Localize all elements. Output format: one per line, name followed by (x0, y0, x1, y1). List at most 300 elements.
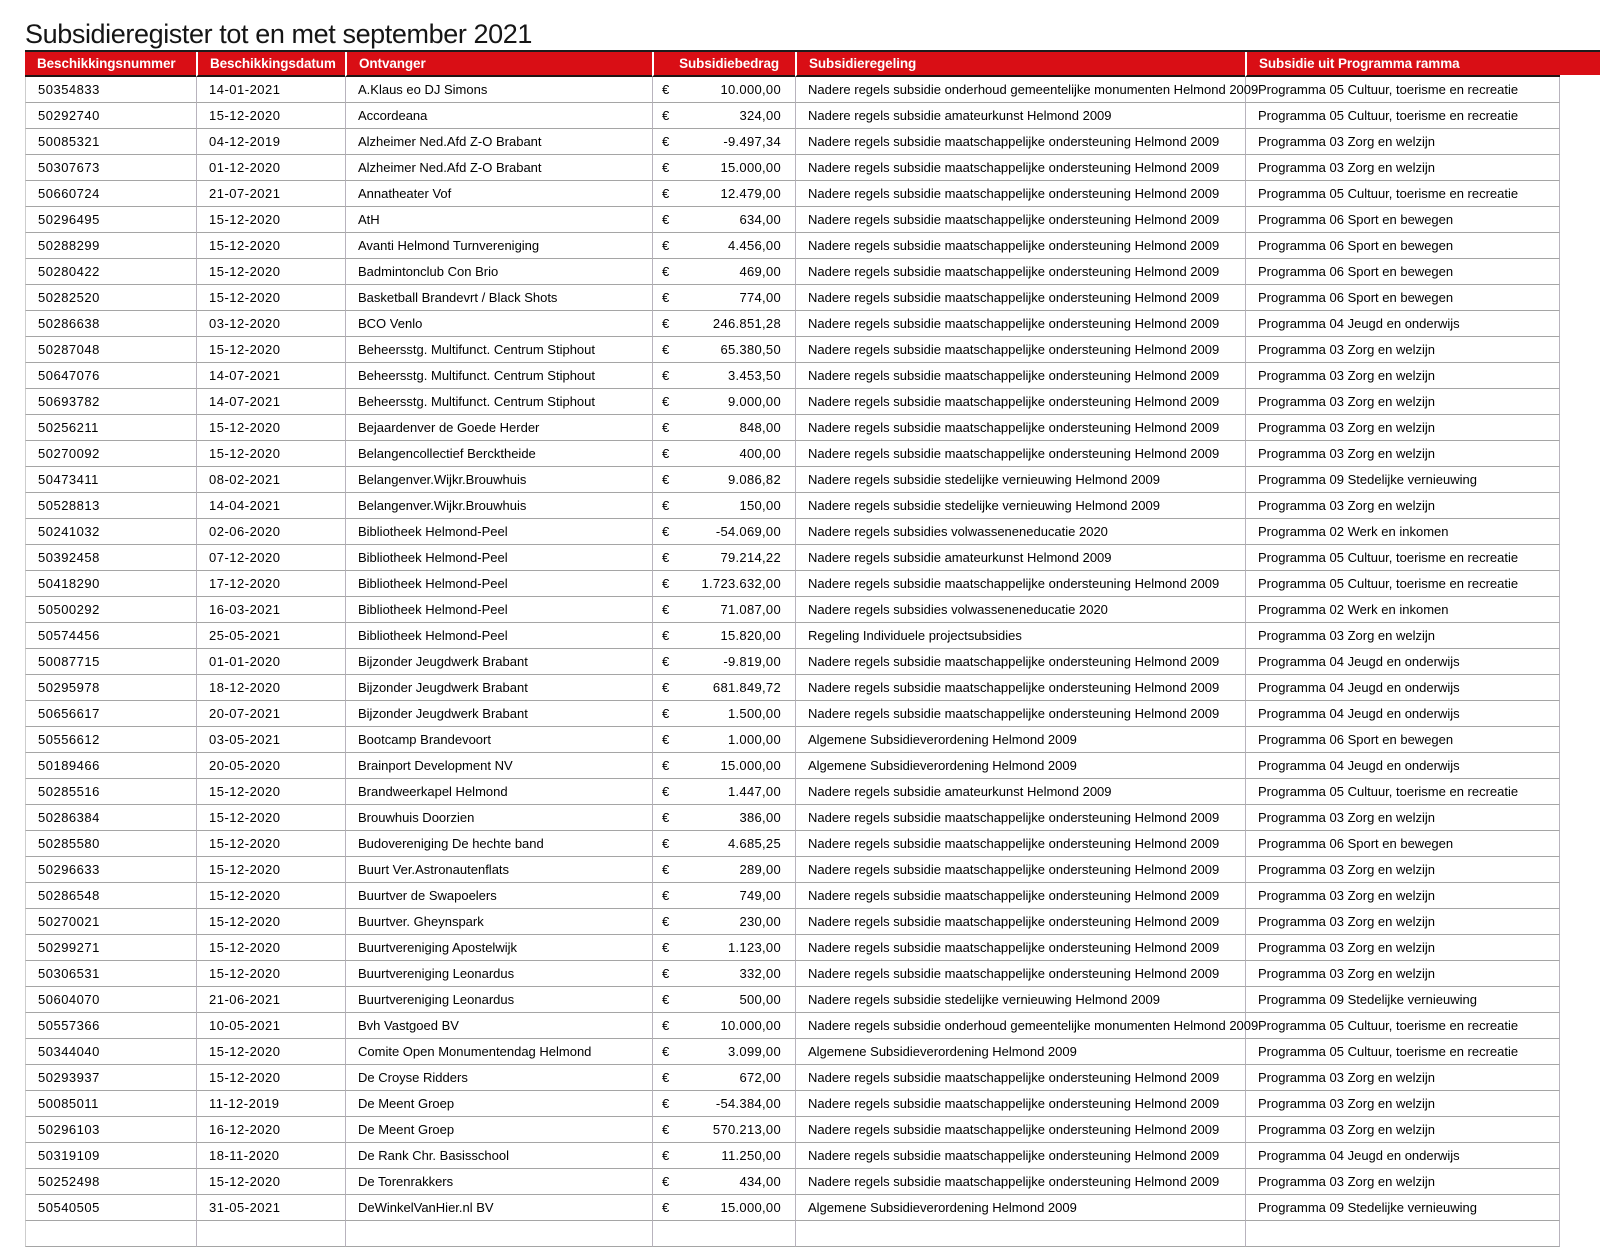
cell-beschikkingsnummer: 50500292 (25, 597, 196, 623)
euro-symbol: € (662, 654, 670, 669)
cell-beschikkingsnummer: 50252498 (25, 1169, 196, 1195)
cell-subsidiebedrag (652, 649, 795, 675)
cell-beschikkingsdatum: 15-12-2020 (196, 1065, 345, 1091)
amount-value: 1.000,00 (727, 732, 781, 747)
cell-beschikkingsdatum: 02-06-2020 (196, 519, 345, 545)
amount-value: 570.213,00 (712, 1122, 781, 1137)
amount-value: 9.000,00 (727, 394, 781, 409)
table-row (25, 1065, 1560, 1091)
cell-beschikkingsnummer: 50557366 (25, 1013, 196, 1039)
table-row (25, 1091, 1560, 1117)
amount-value: 332,00 (739, 966, 781, 981)
table-row (25, 363, 1560, 389)
cell-beschikkingsdatum (196, 1221, 345, 1247)
cell-beschikkingsdatum: 15-12-2020 (196, 857, 345, 883)
euro-symbol: € (662, 706, 670, 721)
cell-ontvanger: De Torenrakkers (345, 1169, 652, 1195)
cell-beschikkingsdatum: 20-05-2020 (196, 753, 345, 779)
amount-value: 774,00 (739, 290, 781, 305)
cell-beschikkingsdatum: 16-03-2021 (196, 597, 345, 623)
euro-symbol: € (662, 342, 670, 357)
cell-programma: Programma 04 Jeugd en onderwijs (1245, 753, 1560, 779)
cell-beschikkingsnummer: 50286638 (25, 311, 196, 337)
cell-subsidiebedrag (652, 623, 795, 649)
cell-programma: Programma 05 Cultuur, toerisme en recreatie (1245, 77, 1560, 103)
cell-programma: Programma 04 Jeugd en onderwijs (1245, 701, 1560, 727)
cell-beschikkingsnummer: 50556612 (25, 727, 196, 753)
cell-beschikkingsnummer: 50299271 (25, 935, 196, 961)
cell-beschikkingsdatum: 15-12-2020 (196, 415, 345, 441)
cell-ontvanger: Badmintonclub Con Brio (345, 259, 652, 285)
euro-symbol: € (662, 264, 670, 279)
cell-beschikkingsnummer: 50292740 (25, 103, 196, 129)
cell-programma: Programma 06 Sport en bewegen (1245, 285, 1560, 311)
cell-programma: Programma 03 Zorg en welzijn (1245, 1065, 1560, 1091)
cell-subsidiebedrag (652, 805, 795, 831)
euro-symbol: € (662, 134, 670, 149)
euro-symbol: € (662, 680, 670, 695)
cell-programma: Programma 05 Cultuur, toerisme en recreatie (1245, 1013, 1560, 1039)
cell-subsidieregeling: Nadere regels subsidie maatschappelijke ondersteuning Helmond 2009 (795, 675, 1245, 701)
cell-subsidiebedrag (652, 831, 795, 857)
cell-subsidiebedrag (652, 233, 795, 259)
amount-value: 4.685,25 (727, 836, 781, 851)
euro-symbol: € (662, 82, 670, 97)
cell-subsidiebedrag (652, 1039, 795, 1065)
euro-symbol: € (662, 862, 670, 877)
amount-value: 230,00 (739, 914, 781, 929)
cell-ontvanger: De Rank Chr. Basisschool (345, 1143, 652, 1169)
cell-ontvanger: Comite Open Monumentendag Helmond (345, 1039, 652, 1065)
table-row (25, 545, 1560, 571)
cell-beschikkingsnummer: 50285516 (25, 779, 196, 805)
table-row (25, 1169, 1560, 1195)
cell-beschikkingsnummer: 50288299 (25, 233, 196, 259)
cell-subsidieregeling: Nadere regels subsidie maatschappelijke ondersteuning Helmond 2009 (795, 1091, 1245, 1117)
cell-subsidieregeling: Nadere regels subsidie maatschappelijke ondersteuning Helmond 2009 (795, 415, 1245, 441)
cell-subsidiebedrag (652, 883, 795, 909)
cell-subsidieregeling: Nadere regels subsidie maatschappelijke ondersteuning Helmond 2009 (795, 649, 1245, 675)
cell-ontvanger: Budovereniging De hechte band (345, 831, 652, 857)
cell-beschikkingsdatum: 01-01-2020 (196, 649, 345, 675)
cell-beschikkingsdatum: 03-12-2020 (196, 311, 345, 337)
amount-value: 71.087,00 (720, 602, 781, 617)
cell-subsidieregeling: Algemene Subsidieverordening Helmond 2009 (795, 727, 1245, 753)
cell-programma: Programma 03 Zorg en welzijn (1245, 1169, 1560, 1195)
cell-beschikkingsdatum: 07-12-2020 (196, 545, 345, 571)
euro-symbol: € (662, 784, 670, 799)
cell-beschikkingsdatum: 21-07-2021 (196, 181, 345, 207)
amount-value: 1.723.632,00 (701, 576, 781, 591)
cell-beschikkingsdatum: 15-12-2020 (196, 883, 345, 909)
cell-beschikkingsnummer: 50286384 (25, 805, 196, 831)
amount-value: -54.069,00 (715, 524, 781, 539)
cell-subsidiebedrag (652, 259, 795, 285)
cell-programma: Programma 04 Jeugd en onderwijs (1245, 675, 1560, 701)
col-header-beschikkingsnummer: Beschikkingsnummer (25, 52, 196, 77)
cell-programma: Programma 05 Cultuur, toerisme en recreatie (1245, 1039, 1560, 1065)
amount-value: 15.000,00 (720, 160, 781, 175)
cell-beschikkingsdatum: 08-02-2021 (196, 467, 345, 493)
cell-ontvanger: Bibliotheek Helmond-Peel (345, 519, 652, 545)
cell-beschikkingsdatum: 11-12-2019 (196, 1091, 345, 1117)
cell-subsidiebedrag (652, 1013, 795, 1039)
cell-programma: Programma 03 Zorg en welzijn (1245, 623, 1560, 649)
amount-value: 681.849,72 (712, 680, 781, 695)
cell-ontvanger: BCO Venlo (345, 311, 652, 337)
cell-programma: Programma 03 Zorg en welzijn (1245, 935, 1560, 961)
cell-beschikkingsdatum: 15-12-2020 (196, 441, 345, 467)
cell-subsidieregeling: Nadere regels subsidies volwasseneneducatie 2020 (795, 597, 1245, 623)
euro-symbol: € (662, 1070, 670, 1085)
amount-value: 400,00 (739, 446, 781, 461)
cell-subsidieregeling: Nadere regels subsidie maatschappelijke ondersteuning Helmond 2009 (795, 1169, 1245, 1195)
cell-beschikkingsnummer: 50344040 (25, 1039, 196, 1065)
cell-subsidiebedrag (652, 961, 795, 987)
euro-symbol: € (662, 290, 670, 305)
cell-subsidieregeling (795, 1221, 1245, 1247)
cell-subsidiebedrag (652, 389, 795, 415)
amount-value: 324,00 (739, 108, 781, 123)
amount-value: 500,00 (739, 992, 781, 1007)
cell-ontvanger: Buurtvereniging Leonardus (345, 961, 652, 987)
cell-subsidiebedrag (652, 129, 795, 155)
cell-beschikkingsnummer: 50693782 (25, 389, 196, 415)
table-row (25, 987, 1560, 1013)
euro-symbol: € (662, 238, 670, 253)
table-body-partial (25, 1221, 1560, 1247)
cell-subsidiebedrag (652, 441, 795, 467)
amount-value: 65.380,50 (720, 342, 781, 357)
cell-programma: Programma 09 Stedelijke vernieuwing (1245, 467, 1560, 493)
cell-beschikkingsnummer: 50296103 (25, 1117, 196, 1143)
cell-subsidieregeling: Nadere regels subsidies volwasseneneducatie 2020 (795, 519, 1245, 545)
amount-value: 10.000,00 (720, 82, 781, 97)
cell-beschikkingsnummer: 50241032 (25, 519, 196, 545)
amount-value: -9.819,00 (723, 654, 781, 669)
cell-programma: Programma 09 Stedelijke vernieuwing (1245, 1195, 1560, 1221)
cell-ontvanger: Buurtvereniging Leonardus (345, 987, 652, 1013)
amount-value: 3.453,50 (727, 368, 781, 383)
table-row (25, 857, 1560, 883)
cell-subsidiebedrag (652, 1169, 795, 1195)
cell-beschikkingsnummer: 50319109 (25, 1143, 196, 1169)
cell-beschikkingsdatum: 15-12-2020 (196, 207, 345, 233)
cell-beschikkingsdatum: 01-12-2020 (196, 155, 345, 181)
cell-programma: Programma 06 Sport en bewegen (1245, 207, 1560, 233)
cell-ontvanger: Bibliotheek Helmond-Peel (345, 545, 652, 571)
amount-value: -9.497,34 (723, 134, 781, 149)
cell-ontvanger: Avanti Helmond Turnvereniging (345, 233, 652, 259)
table-row (25, 727, 1560, 753)
cell-subsidieregeling: Nadere regels subsidie maatschappelijke ondersteuning Helmond 2009 (795, 181, 1245, 207)
cell-ontvanger: Buurtver. Gheynspark (345, 909, 652, 935)
table-row (25, 337, 1560, 363)
euro-symbol: € (662, 1044, 670, 1059)
cell-subsidiebedrag (652, 1143, 795, 1169)
amount-value: 4.456,00 (727, 238, 781, 253)
cell-subsidieregeling: Nadere regels subsidie maatschappelijke ondersteuning Helmond 2009 (795, 285, 1245, 311)
cell-ontvanger: Bibliotheek Helmond-Peel (345, 597, 652, 623)
euro-symbol: € (662, 1200, 670, 1215)
table-row (25, 77, 1560, 103)
cell-ontvanger: Brainport Development NV (345, 753, 652, 779)
table-row (25, 675, 1560, 701)
cell-ontvanger: Bijzonder Jeugdwerk Brabant (345, 675, 652, 701)
cell-subsidieregeling: Nadere regels subsidie stedelijke vernieuwing Helmond 2009 (795, 987, 1245, 1013)
cell-subsidiebedrag (652, 77, 795, 103)
table-row (25, 571, 1560, 597)
cell-subsidieregeling: Nadere regels subsidie maatschappelijke ondersteuning Helmond 2009 (795, 337, 1245, 363)
amount-value: 1.447,00 (727, 784, 781, 799)
cell-ontvanger: Buurtver de Swapoelers (345, 883, 652, 909)
euro-symbol: € (662, 498, 670, 513)
euro-symbol: € (662, 810, 670, 825)
table-row (25, 415, 1560, 441)
cell-ontvanger: A.Klaus eo DJ Simons (345, 77, 652, 103)
cell-beschikkingsnummer: 50656617 (25, 701, 196, 727)
amount-value: -54.384,00 (715, 1096, 781, 1111)
cell-beschikkingsnummer: 50085011 (25, 1091, 196, 1117)
cell-beschikkingsnummer: 50295978 (25, 675, 196, 701)
cell-subsidiebedrag (652, 155, 795, 181)
cell-beschikkingsnummer (25, 1221, 196, 1247)
cell-subsidiebedrag (652, 857, 795, 883)
cell-programma: Programma 04 Jeugd en onderwijs (1245, 311, 1560, 337)
amount-value: 11.250,00 (721, 1148, 781, 1163)
cell-ontvanger: Brouwhuis Doorzien (345, 805, 652, 831)
cell-subsidieregeling: Nadere regels subsidie maatschappelijke ondersteuning Helmond 2009 (795, 155, 1245, 181)
cell-subsidieregeling: Regeling Individuele projectsubsidies (795, 623, 1245, 649)
cell-beschikkingsdatum: 14-04-2021 (196, 493, 345, 519)
cell-subsidiebedrag (652, 415, 795, 441)
table-row (25, 259, 1560, 285)
cell-programma: Programma 02 Werk en inkomen (1245, 597, 1560, 623)
table-body (25, 77, 1560, 1221)
cell-programma: Programma 06 Sport en bewegen (1245, 259, 1560, 285)
euro-symbol: € (662, 186, 670, 201)
cell-beschikkingsnummer: 50280422 (25, 259, 196, 285)
euro-symbol: € (662, 732, 670, 747)
cell-subsidiebedrag (652, 519, 795, 545)
amount-value: 749,00 (739, 888, 781, 903)
euro-symbol: € (662, 758, 670, 773)
amount-value: 3.099,00 (727, 1044, 781, 1059)
cell-programma: Programma 03 Zorg en welzijn (1245, 805, 1560, 831)
cell-subsidiebedrag (652, 311, 795, 337)
table-row (25, 1143, 1560, 1169)
cell-subsidieregeling: Nadere regels subsidie maatschappelijke ondersteuning Helmond 2009 (795, 389, 1245, 415)
cell-beschikkingsdatum: 03-05-2021 (196, 727, 345, 753)
amount-value: 848,00 (739, 420, 781, 435)
cell-beschikkingsdatum: 14-07-2021 (196, 389, 345, 415)
cell-subsidieregeling: Nadere regels subsidie maatschappelijke ondersteuning Helmond 2009 (795, 1065, 1245, 1091)
cell-subsidieregeling: Nadere regels subsidie amateurkunst Helmond 2009 (795, 779, 1245, 805)
cell-subsidiebedrag (652, 727, 795, 753)
table-row (25, 207, 1560, 233)
cell-ontvanger: De Meent Groep (345, 1117, 652, 1143)
euro-symbol: € (662, 446, 670, 461)
cell-ontvanger: AtH (345, 207, 652, 233)
cell-beschikkingsdatum: 15-12-2020 (196, 103, 345, 129)
cell-subsidiebedrag (652, 779, 795, 805)
table-row (25, 493, 1560, 519)
cell-beschikkingsdatum: 25-05-2021 (196, 623, 345, 649)
cell-beschikkingsnummer: 50528813 (25, 493, 196, 519)
cell-beschikkingsnummer: 50286548 (25, 883, 196, 909)
cell-beschikkingsdatum: 15-12-2020 (196, 285, 345, 311)
cell-beschikkingsdatum: 15-12-2020 (196, 831, 345, 857)
cell-subsidiebedrag (652, 285, 795, 311)
cell-beschikkingsdatum: 15-12-2020 (196, 779, 345, 805)
cell-programma: Programma 05 Cultuur, toerisme en recreatie (1245, 545, 1560, 571)
cell-subsidieregeling: Nadere regels subsidie onderhoud gemeentelijke monumenten Helmond 2009 (795, 77, 1245, 103)
cell-programma: Programma 03 Zorg en welzijn (1245, 909, 1560, 935)
euro-symbol: € (662, 394, 670, 409)
amount-value: 1.500,00 (727, 706, 781, 721)
cell-subsidiebedrag (652, 1195, 795, 1221)
cell-beschikkingsnummer: 50085321 (25, 129, 196, 155)
header-band-extension (1560, 52, 1600, 75)
cell-beschikkingsnummer: 50296633 (25, 857, 196, 883)
cell-programma: Programma 05 Cultuur, toerisme en recreatie (1245, 571, 1560, 597)
cell-programma: Programma 03 Zorg en welzijn (1245, 1117, 1560, 1143)
cell-ontvanger: Bvh Vastgoed BV (345, 1013, 652, 1039)
cell-programma: Programma 03 Zorg en welzijn (1245, 857, 1560, 883)
cell-subsidiebedrag (652, 675, 795, 701)
cell-ontvanger: DeWinkelVanHier.nl BV (345, 1195, 652, 1221)
table-row (25, 883, 1560, 909)
amount-value: 9.086,82 (727, 472, 781, 487)
cell-subsidieregeling: Nadere regels subsidie maatschappelijke ondersteuning Helmond 2009 (795, 233, 1245, 259)
cell-subsidieregeling: Nadere regels subsidie maatschappelijke ondersteuning Helmond 2009 (795, 883, 1245, 909)
cell-beschikkingsnummer: 50287048 (25, 337, 196, 363)
cell-ontvanger: Bibliotheek Helmond-Peel (345, 623, 652, 649)
cell-subsidieregeling: Algemene Subsidieverordening Helmond 2009 (795, 753, 1245, 779)
cell-ontvanger: Alzheimer Ned.Afd Z-O Brabant (345, 129, 652, 155)
amount-value: 469,00 (739, 264, 781, 279)
euro-symbol: € (662, 316, 670, 331)
table-row (25, 233, 1560, 259)
cell-programma: Programma 05 Cultuur, toerisme en recreatie (1245, 181, 1560, 207)
cell-subsidiebedrag (652, 337, 795, 363)
cell-beschikkingsdatum: 16-12-2020 (196, 1117, 345, 1143)
cell-beschikkingsdatum: 14-01-2021 (196, 77, 345, 103)
euro-symbol: € (662, 576, 670, 591)
cell-ontvanger: Bibliotheek Helmond-Peel (345, 571, 652, 597)
cell-programma: Programma 09 Stedelijke vernieuwing (1245, 987, 1560, 1013)
cell-beschikkingsdatum: 18-12-2020 (196, 675, 345, 701)
euro-symbol: € (662, 472, 670, 487)
cell-subsidiebedrag (652, 363, 795, 389)
cell-subsidieregeling: Nadere regels subsidie maatschappelijke ondersteuning Helmond 2009 (795, 805, 1245, 831)
cell-subsidiebedrag (652, 909, 795, 935)
col-header-subsidieregeling: Subsidieregeling (795, 52, 1245, 77)
cell-ontvanger (345, 1221, 652, 1247)
table-row (25, 649, 1560, 675)
cell-subsidiebedrag (652, 1117, 795, 1143)
cell-programma: Programma 02 Werk en inkomen (1245, 519, 1560, 545)
cell-programma: Programma 06 Sport en bewegen (1245, 727, 1560, 753)
cell-subsidiebedrag (652, 1091, 795, 1117)
cell-subsidieregeling: Nadere regels subsidie amateurkunst Helmond 2009 (795, 103, 1245, 129)
cell-beschikkingsdatum: 15-12-2020 (196, 337, 345, 363)
cell-subsidieregeling: Nadere regels subsidie maatschappelijke ondersteuning Helmond 2009 (795, 909, 1245, 935)
table-row (25, 155, 1560, 181)
cell-subsidiebedrag (652, 1065, 795, 1091)
amount-value: 386,00 (739, 810, 781, 825)
cell-subsidieregeling: Nadere regels subsidie maatschappelijke ondersteuning Helmond 2009 (795, 363, 1245, 389)
cell-programma: Programma 05 Cultuur, toerisme en recreatie (1245, 103, 1560, 129)
cell-programma: Programma 03 Zorg en welzijn (1245, 441, 1560, 467)
cell-beschikkingsnummer: 50604070 (25, 987, 196, 1013)
table-row-partial (25, 1221, 1560, 1247)
col-header-ontvanger: Ontvanger (345, 52, 652, 77)
euro-symbol: € (662, 992, 670, 1007)
cell-beschikkingsnummer: 50285580 (25, 831, 196, 857)
cell-beschikkingsnummer: 50307673 (25, 155, 196, 181)
cell-subsidiebedrag (652, 545, 795, 571)
euro-symbol: € (662, 420, 670, 435)
cell-beschikkingsnummer: 50296495 (25, 207, 196, 233)
table-row (25, 129, 1560, 155)
cell-beschikkingsdatum: 21-06-2021 (196, 987, 345, 1013)
table-row (25, 701, 1560, 727)
table-row (25, 779, 1560, 805)
cell-subsidieregeling: Nadere regels subsidie maatschappelijke ondersteuning Helmond 2009 (795, 831, 1245, 857)
cell-subsidieregeling: Nadere regels subsidie stedelijke vernieuwing Helmond 2009 (795, 467, 1245, 493)
amount-value: 150,00 (739, 498, 781, 513)
cell-subsidiebedrag (652, 935, 795, 961)
cell-programma: Programma 03 Zorg en welzijn (1245, 415, 1560, 441)
cell-beschikkingsnummer: 50473411 (25, 467, 196, 493)
cell-beschikkingsdatum: 04-12-2019 (196, 129, 345, 155)
cell-beschikkingsdatum: 20-07-2021 (196, 701, 345, 727)
table-row (25, 623, 1560, 649)
euro-symbol: € (662, 1174, 670, 1189)
cell-programma: Programma 03 Zorg en welzijn (1245, 155, 1560, 181)
table-row (25, 1117, 1560, 1143)
table-row (25, 1039, 1560, 1065)
cell-beschikkingsnummer: 50354833 (25, 77, 196, 103)
euro-symbol: € (662, 940, 670, 955)
cell-subsidieregeling: Nadere regels subsidie maatschappelijke ondersteuning Helmond 2009 (795, 441, 1245, 467)
cell-beschikkingsnummer: 50282520 (25, 285, 196, 311)
cell-beschikkingsdatum: 15-12-2020 (196, 935, 345, 961)
col-header-subsidie-uit-programma: Subsidie uit Programma ramma (1245, 52, 1560, 77)
cell-beschikkingsnummer: 50574456 (25, 623, 196, 649)
cell-programma: Programma 03 Zorg en welzijn (1245, 389, 1560, 415)
cell-subsidieregeling: Nadere regels subsidie maatschappelijke ondersteuning Helmond 2009 (795, 1117, 1245, 1143)
euro-symbol: € (662, 602, 670, 617)
cell-beschikkingsnummer: 50647076 (25, 363, 196, 389)
cell-ontvanger: De Meent Groep (345, 1091, 652, 1117)
table-row (25, 389, 1560, 415)
amount-value: 289,00 (739, 862, 781, 877)
cell-programma: Programma 03 Zorg en welzijn (1245, 493, 1560, 519)
cell-ontvanger: Basketball Brandevrt / Black Shots (345, 285, 652, 311)
cell-programma: Programma 05 Cultuur, toerisme en recreatie (1245, 779, 1560, 805)
euro-symbol: € (662, 836, 670, 851)
euro-symbol: € (662, 914, 670, 929)
table-row (25, 181, 1560, 207)
table-row (25, 961, 1560, 987)
cell-subsidieregeling: Nadere regels subsidie stedelijke vernieuwing Helmond 2009 (795, 493, 1245, 519)
cell-ontvanger: Beheersstg. Multifunct. Centrum Stiphout (345, 337, 652, 363)
cell-beschikkingsnummer: 50293937 (25, 1065, 196, 1091)
cell-beschikkingsdatum: 15-12-2020 (196, 805, 345, 831)
cell-subsidiebedrag (652, 701, 795, 727)
